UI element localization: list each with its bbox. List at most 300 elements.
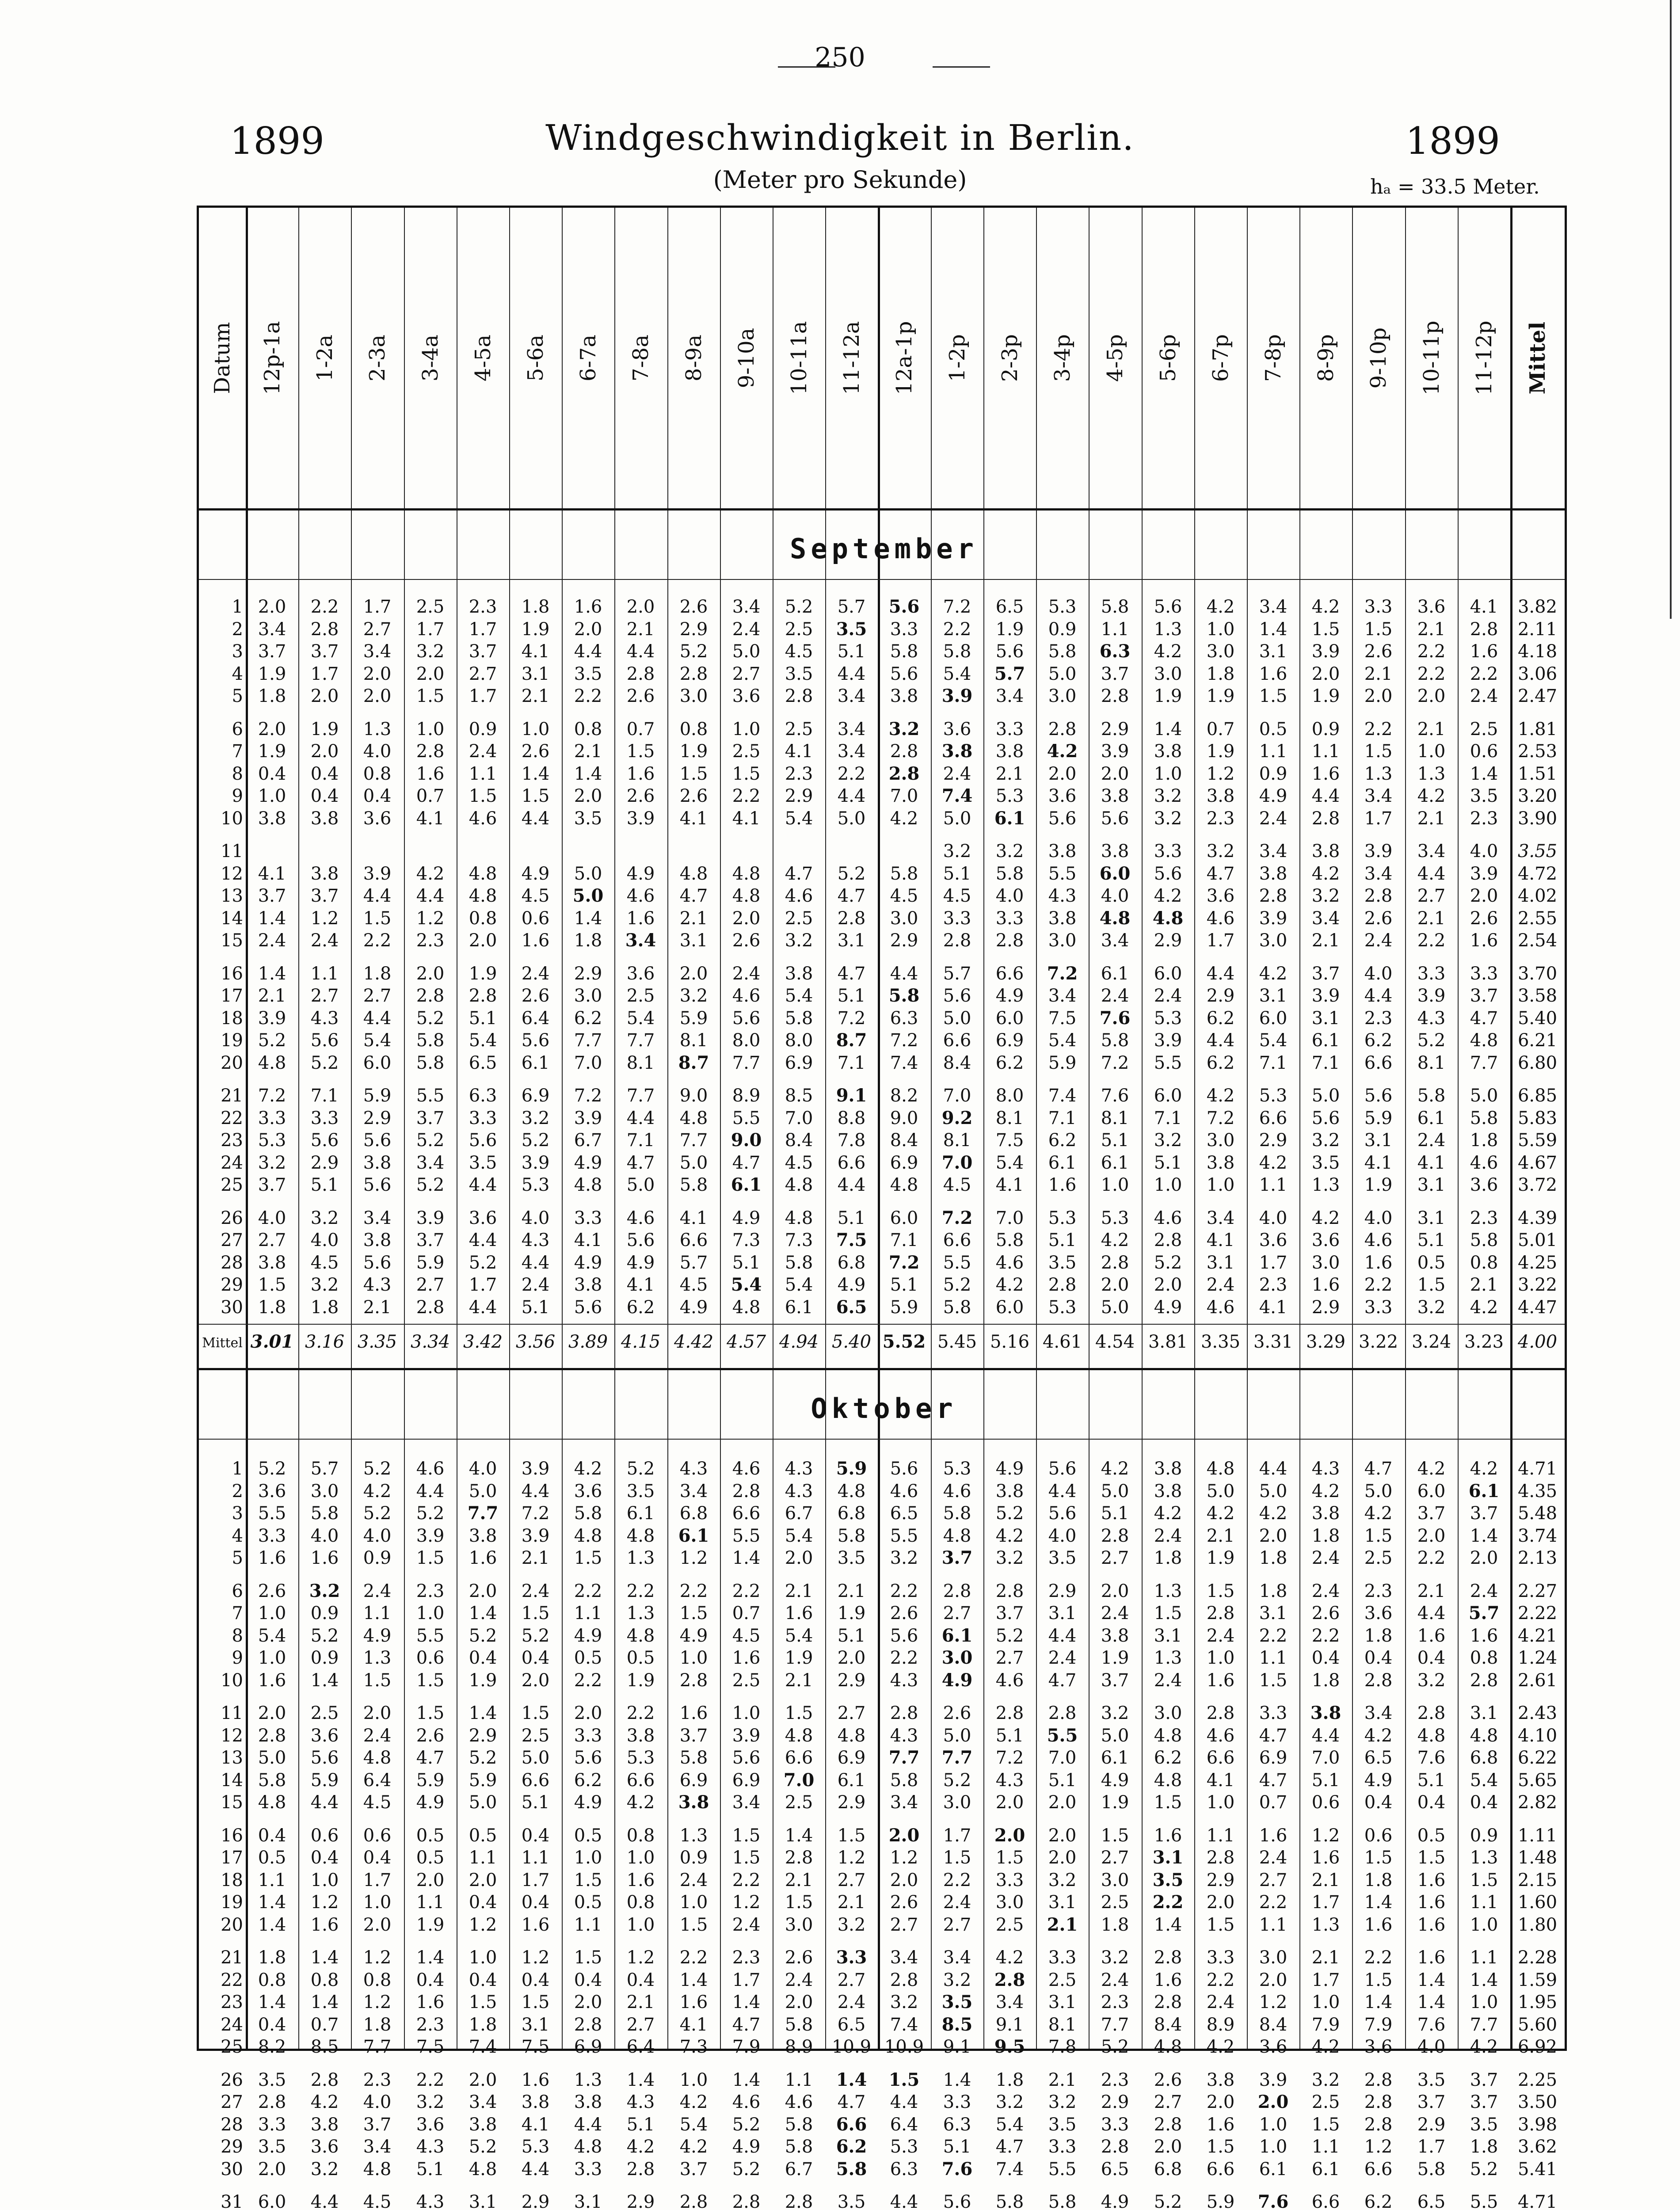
value-cell: 3.6 bbox=[416, 2114, 445, 2135]
date-cell: 18 bbox=[221, 1008, 243, 1029]
value-cell: 2.3 bbox=[416, 2014, 445, 2035]
value-cell: 2.3 bbox=[1364, 1581, 1393, 1601]
value-cell: 1.5 bbox=[1311, 619, 1340, 640]
value-cell: 5.4 bbox=[731, 1274, 762, 1295]
value-cell: 3.6 bbox=[1470, 1175, 1498, 1195]
value-cell: 3.8 bbox=[258, 1252, 286, 1273]
value-cell: 8.9 bbox=[1206, 2014, 1235, 2035]
value-cell: 5.6 bbox=[469, 1130, 497, 1151]
hourly-mean-cell: 3.31 bbox=[1253, 1332, 1293, 1352]
value-cell: 6.5 bbox=[1417, 2192, 1446, 2210]
value-cell: 3.6 bbox=[258, 1481, 286, 1501]
value-cell: 7.7 bbox=[363, 2037, 392, 2057]
value-cell: 1.1 bbox=[1259, 1648, 1288, 1668]
value-cell: 5.8 bbox=[1101, 1030, 1129, 1051]
value-cell: 0.8 bbox=[1470, 1252, 1498, 1273]
month-title: September bbox=[790, 533, 978, 565]
value-cell: 1.3 bbox=[1470, 1848, 1498, 1868]
value-cell: 2.8 bbox=[995, 1703, 1024, 1723]
value-cell: 5.0 bbox=[572, 885, 604, 906]
value-cell: 2.1 bbox=[995, 763, 1024, 784]
value-cell: 1.0 bbox=[469, 1947, 497, 1968]
value-cell: 2.5 bbox=[1048, 1970, 1077, 1990]
value-cell: 5.2 bbox=[943, 1770, 971, 1791]
value-cell: 5.6 bbox=[890, 663, 918, 684]
value-cell: 0.4 bbox=[363, 1848, 392, 1868]
value-cell: 4.1 bbox=[679, 1208, 708, 1228]
value-cell: 2.9 bbox=[1311, 1297, 1340, 1318]
value-cell: 0.6 bbox=[310, 1825, 339, 1846]
value-cell: 6.4 bbox=[521, 1008, 550, 1029]
value-cell: 2.7 bbox=[258, 1230, 286, 1250]
value-cell: 4.0 bbox=[1470, 841, 1498, 861]
value-cell: 7.7 bbox=[574, 1030, 602, 1051]
header-hour bbox=[1405, 217, 1458, 499]
value-cell: 6.3 bbox=[890, 1008, 918, 1029]
value-cell: 0.9 bbox=[1311, 719, 1340, 739]
value-cell: 3.6 bbox=[1206, 886, 1235, 906]
value-cell: 1.0 bbox=[679, 1892, 708, 1913]
value-cell: 5.6 bbox=[626, 1230, 655, 1250]
value-cell: 2.1 bbox=[521, 686, 550, 706]
value-cell: 2.7 bbox=[363, 619, 392, 640]
value-cell: 5.5 bbox=[416, 1625, 445, 1646]
value-cell: 4.6 bbox=[1206, 908, 1235, 929]
date-cell: 17 bbox=[221, 986, 243, 1006]
value-cell: 7.8 bbox=[837, 1130, 866, 1151]
value-cell: 1.9 bbox=[679, 741, 708, 762]
value-cell: 2.8 bbox=[1101, 1525, 1129, 1546]
value-cell: 7.9 bbox=[1364, 2014, 1393, 2035]
date-cell: 13 bbox=[221, 886, 243, 906]
value-cell: 1.9 bbox=[626, 1670, 655, 1691]
value-cell: 1.6 bbox=[416, 763, 445, 784]
value-cell: 1.5 bbox=[995, 1848, 1024, 1868]
value-cell: 4.8 bbox=[469, 886, 497, 906]
value-cell: 4.7 bbox=[1470, 1008, 1498, 1029]
value-cell: 2.9 bbox=[1417, 2114, 1446, 2135]
value-cell: 2.4 bbox=[1206, 1992, 1235, 2012]
value-cell: 8.7 bbox=[836, 1030, 867, 1051]
value-cell: 2.4 bbox=[363, 1725, 392, 1746]
value-cell: 2.6 bbox=[785, 1947, 813, 1968]
value-cell: 4.0 bbox=[1417, 2037, 1446, 2057]
value-cell: 7.5 bbox=[995, 1130, 1024, 1151]
value-cell: 0.7 bbox=[416, 786, 445, 806]
value-cell: 2.4 bbox=[1364, 930, 1393, 951]
value-cell: 5.4 bbox=[785, 1625, 813, 1646]
value-cell: 0.4 bbox=[521, 1892, 550, 1913]
value-cell: 5.6 bbox=[363, 1130, 392, 1151]
value-cell: 2.0 bbox=[1257, 2092, 1289, 2112]
value-cell: 3.3 bbox=[836, 1947, 867, 1968]
value-cell: 3.7 bbox=[310, 641, 339, 662]
value-cell: 1.7 bbox=[943, 1825, 971, 1846]
value-cell: 5.0 bbox=[258, 1748, 286, 1768]
header-rule bbox=[199, 508, 1565, 511]
value-cell: 5.9 bbox=[836, 1458, 867, 1479]
value-cell: 3.5 bbox=[1048, 1548, 1077, 1568]
value-cell: 4.2 bbox=[1101, 1230, 1129, 1250]
value-cell: 3.9 bbox=[521, 1525, 550, 1546]
value-cell: 3.7 bbox=[1101, 1670, 1129, 1691]
value-cell: 3.5 bbox=[1048, 2114, 1077, 2135]
hourly-mean-cell: 3.29 bbox=[1306, 1332, 1346, 1352]
value-cell: 3.4 bbox=[995, 1992, 1024, 2012]
value-cell: 4.2 bbox=[1154, 886, 1182, 906]
hourly-mean-cell: 4.42 bbox=[674, 1332, 714, 1352]
value-cell: 8.1 bbox=[1048, 2014, 1077, 2035]
value-cell: 6.0 bbox=[1259, 1008, 1288, 1029]
value-cell: 6.0 bbox=[1099, 863, 1131, 884]
value-cell: 3.3 bbox=[258, 2114, 286, 2135]
value-cell: 3.4 bbox=[1259, 597, 1288, 617]
daily-mean-cell: 4.39 bbox=[1517, 1208, 1558, 1228]
value-cell: 4.9 bbox=[679, 1297, 708, 1318]
value-cell: 1.9 bbox=[1101, 1792, 1129, 1813]
value-cell: 3.3 bbox=[1417, 963, 1446, 984]
value-cell: 2.1 bbox=[363, 1297, 392, 1318]
value-cell: 5.1 bbox=[626, 2114, 655, 2135]
value-cell: 2.5 bbox=[1311, 2092, 1340, 2112]
hourly-mean-cell: 4.57 bbox=[726, 1332, 766, 1352]
value-cell: 7.1 bbox=[626, 1130, 655, 1151]
value-cell: 4.1 bbox=[679, 2014, 708, 2035]
value-cell: 2.9 bbox=[1206, 1870, 1235, 1890]
value-cell: 5.6 bbox=[1364, 1086, 1393, 1106]
month-title: Oktober bbox=[811, 1392, 957, 1425]
value-cell: 5.3 bbox=[995, 786, 1024, 806]
value-cell: 1.4 bbox=[310, 1670, 339, 1691]
value-cell: 4.1 bbox=[679, 808, 708, 829]
value-cell: 3.9 bbox=[258, 1008, 286, 1029]
value-cell: 6.9 bbox=[574, 2037, 602, 2057]
value-cell: 1.4 bbox=[416, 1947, 445, 1968]
daily-mean-cell: 5.83 bbox=[1517, 1108, 1558, 1128]
value-cell: 2.6 bbox=[679, 597, 708, 617]
daily-mean-cell: 2.11 bbox=[1517, 619, 1558, 640]
value-cell: 1.6 bbox=[1417, 1625, 1446, 1646]
value-cell: 3.8 bbox=[1206, 1152, 1235, 1173]
value-cell: 4.3 bbox=[1311, 1459, 1340, 1479]
value-cell: 6.6 bbox=[732, 1503, 761, 1524]
value-cell: 2.6 bbox=[521, 741, 550, 762]
value-cell: 1.0 bbox=[310, 1870, 339, 1890]
station-height: hₐ = 33.5 Meter. bbox=[1370, 175, 1540, 198]
value-cell: 6.6 bbox=[785, 1748, 813, 1768]
value-cell: 2.5 bbox=[416, 597, 445, 617]
value-cell: 3.2 bbox=[258, 1152, 286, 1173]
value-cell: 5.4 bbox=[995, 2114, 1024, 2135]
value-cell: 3.2 bbox=[679, 986, 708, 1006]
value-cell: 3.2 bbox=[837, 1914, 866, 1935]
value-cell: 6.6 bbox=[1206, 1748, 1235, 1768]
value-cell: 7.2 bbox=[943, 597, 971, 617]
value-cell: 1.5 bbox=[732, 763, 761, 784]
value-cell: 1.4 bbox=[679, 1970, 708, 1990]
daily-mean-cell: 3.82 bbox=[1517, 597, 1558, 617]
value-cell: 7.9 bbox=[1311, 2014, 1340, 2035]
value-cell: 3.8 bbox=[469, 2114, 497, 2135]
value-cell: 3.0 bbox=[1259, 930, 1288, 951]
daily-mean-cell: 3.58 bbox=[1517, 986, 1558, 1006]
value-cell: 0.8 bbox=[363, 763, 392, 784]
value-cell: 1.1 bbox=[1470, 1892, 1498, 1913]
value-cell: 4.2 bbox=[679, 2137, 708, 2157]
value-cell: 5.9 bbox=[1048, 1052, 1077, 1073]
value-cell: 8.4 bbox=[1154, 2014, 1182, 2035]
value-cell: 1.0 bbox=[258, 786, 286, 806]
value-cell: 2.8 bbox=[626, 663, 655, 684]
value-cell: 1.8 bbox=[1470, 2137, 1498, 2157]
value-cell: 2.8 bbox=[785, 2192, 813, 2210]
value-cell: 5.6 bbox=[363, 1175, 392, 1195]
value-cell: 1.1 bbox=[363, 1603, 392, 1623]
value-cell: 4.8 bbox=[1470, 1030, 1498, 1051]
date-cell: 18 bbox=[221, 1870, 243, 1890]
header-hour-label: 11-12p bbox=[1471, 320, 1497, 396]
value-cell: 1.9 bbox=[416, 1914, 445, 1935]
value-cell: 3.8 bbox=[310, 863, 339, 884]
hourly-mean-cell: 4.61 bbox=[1042, 1332, 1082, 1352]
value-cell: 4.7 bbox=[837, 886, 866, 906]
value-cell: 2.0 bbox=[363, 663, 392, 684]
value-cell: 1.8 bbox=[363, 2014, 392, 2035]
value-cell: 1.4 bbox=[732, 2069, 761, 2090]
value-cell: 1.4 bbox=[1470, 1970, 1498, 1990]
daily-mean-cell: 3.98 bbox=[1517, 2114, 1558, 2135]
value-cell: 3.1 bbox=[837, 930, 866, 951]
value-cell: 5.0 bbox=[574, 863, 602, 884]
value-cell: 5.9 bbox=[363, 1086, 392, 1106]
value-cell: 0.9 bbox=[310, 1648, 339, 1668]
value-cell: 3.3 bbox=[574, 1208, 602, 1228]
value-cell: 0.4 bbox=[310, 786, 339, 806]
date-cell: 26 bbox=[221, 1208, 243, 1228]
header-date-label: Datum bbox=[210, 322, 235, 394]
value-cell: 3.5 bbox=[836, 618, 867, 640]
value-cell: 5.2 bbox=[943, 1275, 971, 1295]
value-cell: 5.9 bbox=[679, 1008, 708, 1029]
value-cell: 2.2 bbox=[1259, 1892, 1288, 1913]
value-cell: 1.3 bbox=[1154, 1581, 1182, 1601]
value-cell: 4.9 bbox=[574, 1252, 602, 1273]
value-cell: 2.8 bbox=[1154, 1230, 1182, 1250]
hourly-mean-cell: 3.34 bbox=[410, 1332, 450, 1352]
value-cell: 5.4 bbox=[626, 1008, 655, 1029]
value-cell: 5.2 bbox=[837, 863, 866, 884]
value-cell: 5.5 bbox=[1154, 1052, 1182, 1073]
value-cell: 2.3 bbox=[1101, 2069, 1129, 2090]
value-cell: 3.4 bbox=[732, 1792, 761, 1813]
value-cell: 1.3 bbox=[1154, 619, 1182, 640]
value-cell: 2.8 bbox=[732, 1481, 761, 1501]
value-cell: 4.9 bbox=[995, 1459, 1024, 1479]
value-cell: 2.2 bbox=[732, 1581, 761, 1601]
value-cell: 3.7 bbox=[679, 2159, 708, 2180]
value-cell: 6.6 bbox=[1364, 2159, 1393, 2180]
value-cell: 5.8 bbox=[1101, 597, 1129, 617]
value-cell: 4.2 bbox=[1206, 1086, 1235, 1106]
value-cell: 7.6 bbox=[941, 2158, 973, 2180]
value-cell: 4.8 bbox=[574, 1175, 602, 1195]
value-cell: 5.1 bbox=[1101, 1503, 1129, 1524]
value-cell: 4.2 bbox=[1364, 1503, 1393, 1524]
value-cell: 2.2 bbox=[574, 1581, 602, 1601]
value-cell: 3.1 bbox=[1259, 641, 1288, 662]
value-cell: 4.4 bbox=[1206, 963, 1235, 984]
value-cell: 4.1 bbox=[1364, 1152, 1393, 1173]
value-cell: 4.6 bbox=[785, 2092, 813, 2112]
value-cell: 4.4 bbox=[574, 641, 602, 662]
value-cell: 3.9 bbox=[1101, 741, 1129, 762]
month-title-rule bbox=[199, 579, 1565, 580]
value-cell: 1.9 bbox=[1311, 686, 1340, 706]
value-cell: 3.8 bbox=[1048, 841, 1077, 861]
value-cell: 2.0 bbox=[363, 1914, 392, 1935]
header-hour-label: 12p-1a bbox=[259, 321, 285, 395]
value-cell: 3.6 bbox=[310, 2137, 339, 2157]
value-cell: 4.6 bbox=[732, 2092, 761, 2112]
value-cell: 2.8 bbox=[1364, 2092, 1393, 2112]
value-cell: 6.8 bbox=[837, 1503, 866, 1524]
value-cell: 3.7 bbox=[1417, 1503, 1446, 1524]
value-cell: 1.5 bbox=[679, 1603, 708, 1623]
value-cell: 2.1 bbox=[258, 986, 286, 1006]
value-cell: 2.4 bbox=[1311, 1581, 1340, 1601]
value-cell: 3.1 bbox=[469, 2192, 497, 2210]
value-cell: 1.4 bbox=[310, 1947, 339, 1968]
date-cell: 24 bbox=[221, 2014, 243, 2035]
value-cell: 1.6 bbox=[1154, 1970, 1182, 1990]
value-cell: 3.3 bbox=[1048, 1947, 1077, 1968]
value-cell: 6.1 bbox=[731, 1174, 762, 1195]
value-cell: 4.5 bbox=[521, 886, 550, 906]
value-cell: 8.9 bbox=[785, 2037, 813, 2057]
value-cell: 3.9 bbox=[1364, 841, 1393, 861]
value-cell: 3.0 bbox=[1154, 663, 1182, 684]
value-cell: 5.6 bbox=[1048, 1459, 1077, 1479]
value-cell: 0.6 bbox=[1311, 1792, 1340, 1813]
value-cell: 4.0 bbox=[310, 1525, 339, 1546]
value-cell: 4.3 bbox=[310, 1008, 339, 1029]
value-cell: 4.2 bbox=[1101, 1459, 1129, 1479]
date-cell: 30 bbox=[221, 1297, 243, 1318]
value-cell: 4.1 bbox=[995, 1175, 1024, 1195]
value-cell: 1.9 bbox=[1206, 741, 1235, 762]
value-cell: 2.9 bbox=[363, 1108, 392, 1128]
page-subtitle: (Meter pro Sekunde) bbox=[713, 166, 967, 194]
value-cell: 3.2 bbox=[1154, 1130, 1182, 1151]
value-cell: 2.8 bbox=[626, 2159, 655, 2180]
date-cell: 8 bbox=[232, 763, 243, 784]
header-hour bbox=[720, 217, 773, 499]
value-cell: 3.1 bbox=[521, 2014, 550, 2035]
value-cell: 2.8 bbox=[995, 1581, 1024, 1601]
value-cell: 2.0 bbox=[1101, 1275, 1129, 1295]
value-cell: 6.7 bbox=[574, 1130, 602, 1151]
value-cell: 2.0 bbox=[363, 1703, 392, 1723]
value-cell: 4.3 bbox=[416, 2137, 445, 2157]
value-cell: 2.7 bbox=[995, 1648, 1024, 1668]
date-cell: 11 bbox=[221, 841, 243, 861]
value-cell: 4.2 bbox=[1417, 1459, 1446, 1479]
daily-mean-cell: 6.21 bbox=[1517, 1030, 1558, 1051]
header-hour-label: 10-11p bbox=[1419, 320, 1444, 396]
value-cell: 1.7 bbox=[363, 597, 392, 617]
value-cell: 6.6 bbox=[1311, 2192, 1340, 2210]
value-cell: 1.0 bbox=[1470, 1992, 1498, 2012]
value-cell: 5.8 bbox=[837, 1525, 866, 1546]
value-cell: 2.3 bbox=[469, 597, 497, 617]
value-cell: 2.9 bbox=[890, 930, 918, 951]
value-cell: 1.4 bbox=[943, 2069, 971, 2090]
value-cell: 10.9 bbox=[884, 2037, 924, 2057]
value-cell: 6.9 bbox=[995, 1030, 1024, 1051]
value-cell: 3.0 bbox=[1048, 686, 1077, 706]
value-cell: 2.7 bbox=[1101, 1548, 1129, 1568]
value-cell: 4.6 bbox=[995, 1252, 1024, 1273]
date-cell: 14 bbox=[221, 908, 243, 929]
value-cell: 1.6 bbox=[732, 1648, 761, 1668]
value-cell: 4.9 bbox=[626, 863, 655, 884]
value-cell: 2.0 bbox=[1101, 1581, 1129, 1601]
value-cell: 2.7 bbox=[1154, 2092, 1182, 2112]
value-cell: 3.3 bbox=[1101, 2114, 1129, 2135]
value-cell: 3.4 bbox=[1259, 841, 1288, 861]
value-cell: 5.2 bbox=[416, 1130, 445, 1151]
value-cell: 1.0 bbox=[1206, 1792, 1235, 1813]
value-cell: 7.3 bbox=[732, 1230, 761, 1250]
value-cell: 1.3 bbox=[1154, 1648, 1182, 1668]
value-cell: 5.8 bbox=[890, 1770, 918, 1791]
value-cell: 0.4 bbox=[521, 1970, 550, 1990]
value-cell: 3.8 bbox=[310, 2114, 339, 2135]
value-cell: 4.0 bbox=[363, 1525, 392, 1546]
value-cell: 3.5 bbox=[1311, 1152, 1340, 1173]
value-cell: 2.0 bbox=[1101, 763, 1129, 784]
value-cell: 1.4 bbox=[1154, 1914, 1182, 1935]
value-cell: 1.4 bbox=[258, 908, 286, 929]
hourly-mean-cell: 3.81 bbox=[1148, 1332, 1188, 1352]
value-cell: 2.4 bbox=[521, 1581, 550, 1601]
header-hour-label: 7-8a bbox=[628, 335, 653, 381]
value-cell: 2.2 bbox=[732, 786, 761, 806]
value-cell: 2.8 bbox=[943, 1581, 971, 1601]
value-cell: 5.2 bbox=[258, 1459, 286, 1479]
value-cell: 2.0 bbox=[890, 1870, 918, 1890]
value-cell: 1.9 bbox=[258, 663, 286, 684]
value-cell: 1.9 bbox=[521, 619, 550, 640]
date-cell: 3 bbox=[232, 641, 243, 662]
value-cell: 2.5 bbox=[1364, 1548, 1393, 1568]
wind-speed-table bbox=[197, 206, 1567, 2210]
value-cell: 3.1 bbox=[521, 663, 550, 684]
date-cell: 22 bbox=[221, 1108, 243, 1128]
value-cell: 5.0 bbox=[1048, 663, 1077, 684]
value-cell: 3.2 bbox=[943, 841, 971, 861]
value-cell: 4.2 bbox=[995, 1525, 1024, 1546]
value-cell: 4.2 bbox=[679, 2092, 708, 2112]
value-cell: 5.5 bbox=[416, 1086, 445, 1106]
value-cell: 5.0 bbox=[943, 808, 971, 829]
value-cell: 3.8 bbox=[258, 808, 286, 829]
value-cell: 1.6 bbox=[1417, 1947, 1446, 1968]
value-cell: 2.8 bbox=[1048, 1275, 1077, 1295]
value-cell: 1.6 bbox=[1417, 1914, 1446, 1935]
value-cell: 2.3 bbox=[1470, 1208, 1498, 1228]
value-cell: 2.8 bbox=[994, 1969, 1025, 1990]
